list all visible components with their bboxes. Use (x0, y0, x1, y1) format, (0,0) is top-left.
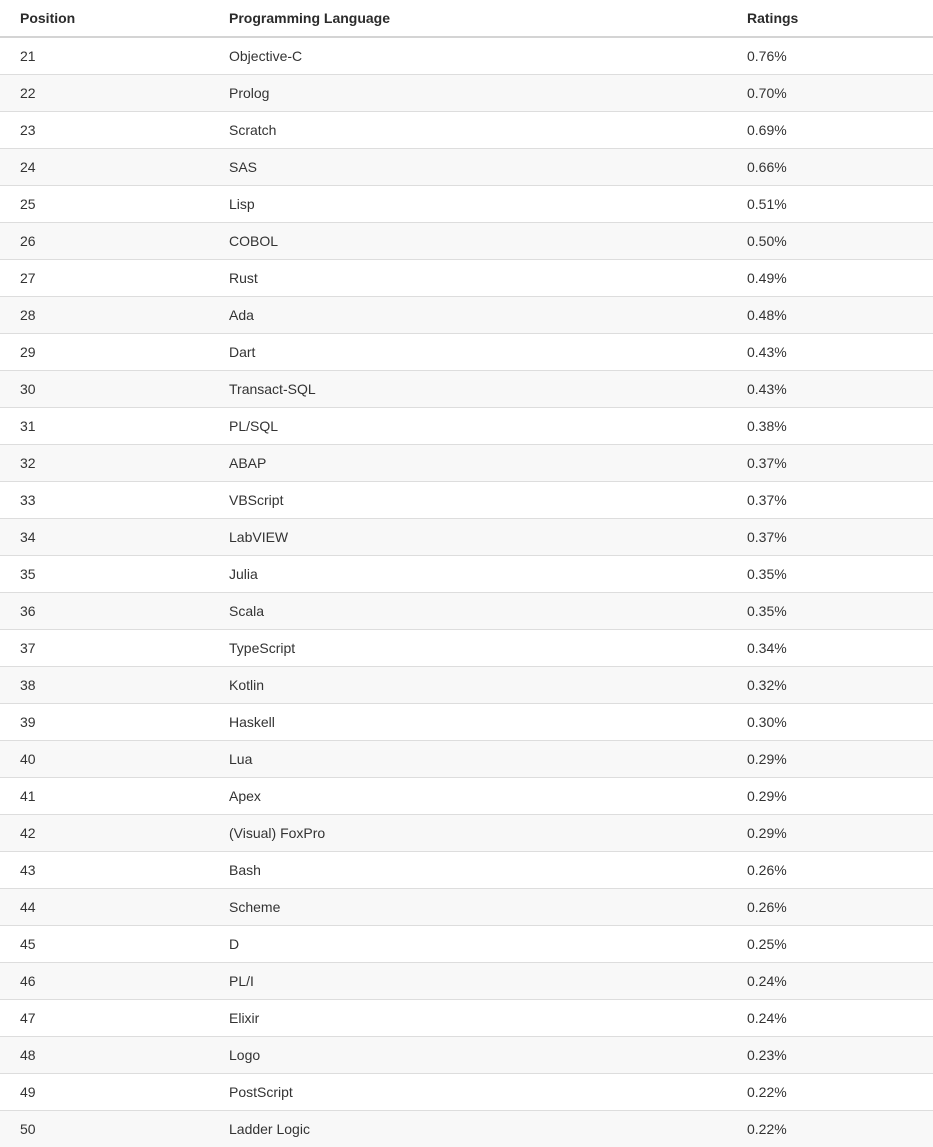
rating-cell: 0.32% (727, 667, 933, 704)
table-row (0, 149, 933, 186)
table-row (0, 852, 933, 889)
table-row (0, 186, 933, 223)
table-row (0, 741, 933, 778)
language-cell: Scheme (209, 889, 727, 926)
position-cell: 29 (0, 334, 209, 371)
table-row (0, 1000, 933, 1037)
language-cell: Elixir (209, 1000, 727, 1037)
position-cell: 40 (0, 741, 209, 778)
rating-cell: 0.38% (727, 408, 933, 445)
table-row (0, 519, 933, 556)
position-cell: 25 (0, 186, 209, 223)
position-cell: 41 (0, 778, 209, 815)
language-cell: Julia (209, 556, 727, 593)
column-header-ratings: Ratings (727, 0, 933, 37)
language-cell: PostScript (209, 1074, 727, 1111)
position-cell: 49 (0, 1074, 209, 1111)
rating-cell: 0.29% (727, 741, 933, 778)
language-cell: SAS (209, 149, 727, 186)
table-row (0, 667, 933, 704)
table-row (0, 1111, 933, 1147)
language-cell: PL/SQL (209, 408, 727, 445)
table-row (0, 704, 933, 741)
language-cell: D (209, 926, 727, 963)
table-row (0, 260, 933, 297)
position-cell: 26 (0, 223, 209, 260)
rating-cell: 0.69% (727, 112, 933, 149)
position-cell: 27 (0, 260, 209, 297)
table-row (0, 593, 933, 630)
position-cell: 32 (0, 445, 209, 482)
language-cell: Scratch (209, 112, 727, 149)
position-cell: 23 (0, 112, 209, 149)
position-cell: 45 (0, 926, 209, 963)
table-row (0, 75, 933, 112)
table-row (0, 297, 933, 334)
rating-cell: 0.26% (727, 889, 933, 926)
language-cell: Lisp (209, 186, 727, 223)
rating-cell: 0.76% (727, 37, 933, 75)
table-row (0, 1074, 933, 1111)
position-cell: 37 (0, 630, 209, 667)
position-cell: 36 (0, 593, 209, 630)
rating-cell: 0.24% (727, 963, 933, 1000)
position-cell: 38 (0, 667, 209, 704)
header-row (0, 0, 933, 37)
rating-cell: 0.50% (727, 223, 933, 260)
language-cell: TypeScript (209, 630, 727, 667)
language-cell: Dart (209, 334, 727, 371)
table-header (0, 0, 933, 37)
language-cell: Ladder Logic (209, 1111, 727, 1147)
language-cell: Haskell (209, 704, 727, 741)
language-cell: Transact-SQL (209, 371, 727, 408)
table-row (0, 445, 933, 482)
position-cell: 33 (0, 482, 209, 519)
rating-cell: 0.43% (727, 334, 933, 371)
language-cell: Logo (209, 1037, 727, 1074)
table-row (0, 37, 933, 75)
rating-cell: 0.48% (727, 297, 933, 334)
language-cell: Rust (209, 260, 727, 297)
position-cell: 34 (0, 519, 209, 556)
column-header-position: Position (0, 0, 209, 37)
position-cell: 42 (0, 815, 209, 852)
table-row (0, 334, 933, 371)
rating-cell: 0.49% (727, 260, 933, 297)
rating-cell: 0.26% (727, 852, 933, 889)
rating-cell: 0.35% (727, 593, 933, 630)
table-row (0, 963, 933, 1000)
rating-cell: 0.37% (727, 519, 933, 556)
rating-cell: 0.35% (727, 556, 933, 593)
language-cell: COBOL (209, 223, 727, 260)
language-cell: Lua (209, 741, 727, 778)
language-cell: (Visual) FoxPro (209, 815, 727, 852)
position-cell: 24 (0, 149, 209, 186)
language-cell: PL/I (209, 963, 727, 1000)
position-cell: 44 (0, 889, 209, 926)
rating-cell: 0.23% (727, 1037, 933, 1074)
position-cell: 47 (0, 1000, 209, 1037)
position-cell: 30 (0, 371, 209, 408)
language-cell: Ada (209, 297, 727, 334)
rating-cell: 0.37% (727, 445, 933, 482)
table-row (0, 630, 933, 667)
table-row (0, 926, 933, 963)
rating-cell: 0.43% (727, 371, 933, 408)
language-cell: LabVIEW (209, 519, 727, 556)
rating-cell: 0.22% (727, 1111, 933, 1147)
rating-cell: 0.29% (727, 815, 933, 852)
rating-cell: 0.24% (727, 1000, 933, 1037)
table-row (0, 482, 933, 519)
rating-cell: 0.25% (727, 926, 933, 963)
rating-cell: 0.29% (727, 778, 933, 815)
position-cell: 43 (0, 852, 209, 889)
position-cell: 31 (0, 408, 209, 445)
rating-cell: 0.51% (727, 186, 933, 223)
table-row (0, 408, 933, 445)
language-cell: Prolog (209, 75, 727, 112)
table-row (0, 815, 933, 852)
language-cell: Bash (209, 852, 727, 889)
table-row (0, 778, 933, 815)
column-header-programming-language: Programming Language (209, 0, 727, 37)
position-cell: 35 (0, 556, 209, 593)
position-cell: 50 (0, 1111, 209, 1147)
table-row (0, 112, 933, 149)
table-row (0, 889, 933, 926)
language-cell: VBScript (209, 482, 727, 519)
rating-cell: 0.66% (727, 149, 933, 186)
table-row (0, 1037, 933, 1074)
position-cell: 48 (0, 1037, 209, 1074)
position-cell: 22 (0, 75, 209, 112)
rating-cell: 0.34% (727, 630, 933, 667)
rating-cell: 0.37% (727, 482, 933, 519)
position-cell: 46 (0, 963, 209, 1000)
position-cell: 28 (0, 297, 209, 334)
language-cell: ABAP (209, 445, 727, 482)
rating-cell: 0.70% (727, 75, 933, 112)
table-row (0, 223, 933, 260)
language-cell: Apex (209, 778, 727, 815)
language-cell: Kotlin (209, 667, 727, 704)
language-cell: Scala (209, 593, 727, 630)
rating-cell: 0.22% (727, 1074, 933, 1111)
table-body (0, 37, 933, 1147)
position-cell: 21 (0, 37, 209, 75)
table-row (0, 556, 933, 593)
position-cell: 39 (0, 704, 209, 741)
table-row (0, 371, 933, 408)
language-cell: Objective-C (209, 37, 727, 75)
rating-cell: 0.30% (727, 704, 933, 741)
